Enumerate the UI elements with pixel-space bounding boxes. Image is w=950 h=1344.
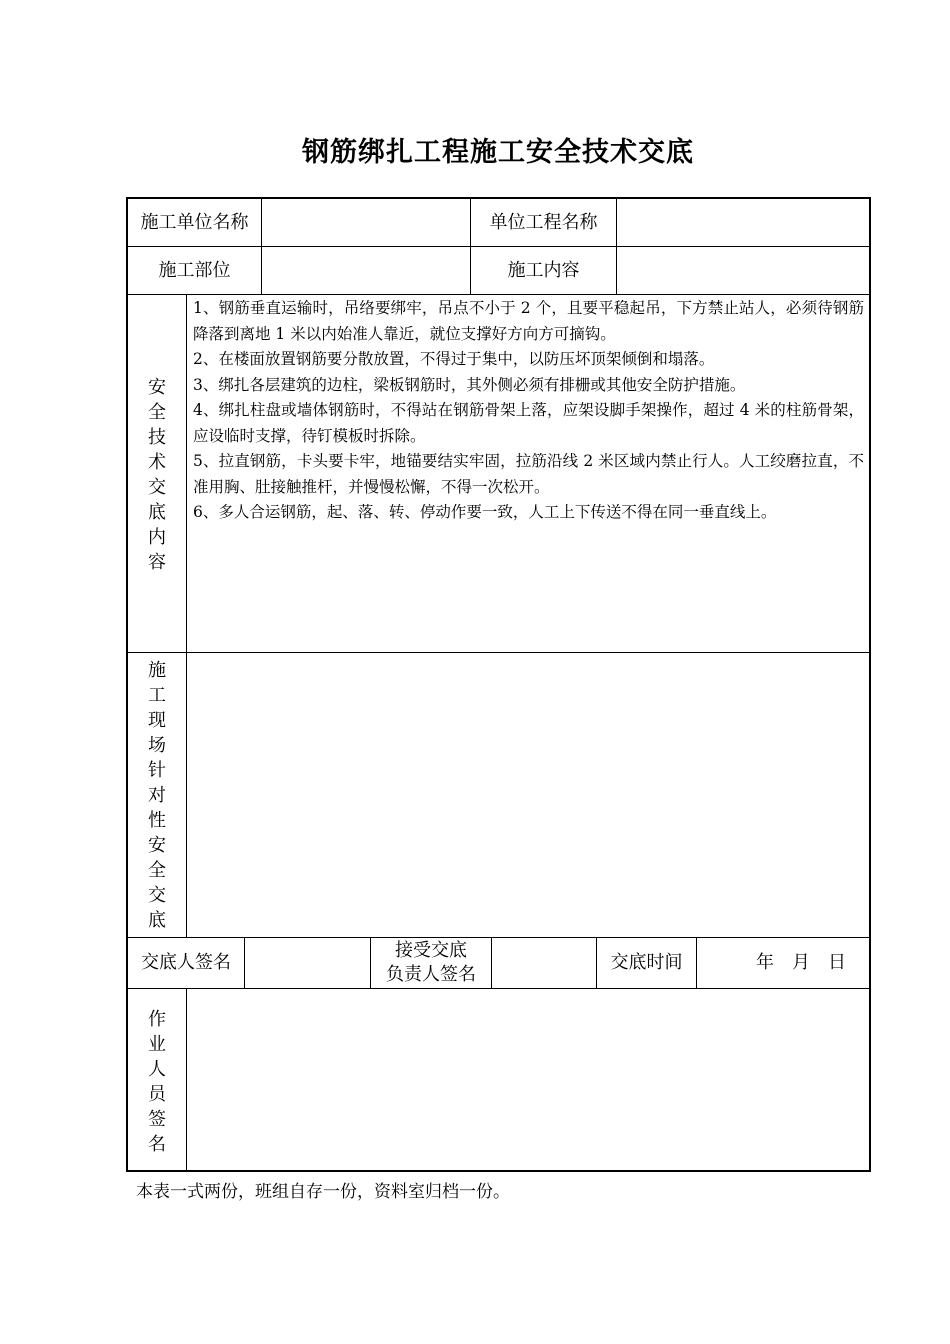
- safety-item: 2、在楼面放置钢筋要分散放置，不得过于集中，以防压坏顶架倾倒和塌落。: [193, 350, 715, 368]
- receiver-signature-field[interactable]: [492, 938, 596, 988]
- unit-name-label: 施工单位名称: [140, 211, 249, 233]
- site-section-label: [128, 658, 186, 933]
- safety-item: 5、拉直钢筋，卡头要卡牢，地锚要结实牢固，拉筋沿线 2 米区域内禁止行人。人工绞磨拉直，不准用胸、肚接触推杆，并慢慢松懈，不得一次松开。: [193, 452, 864, 496]
- project-name-label: 单位工程名称: [489, 211, 598, 233]
- workers-section-label: [128, 1007, 186, 1157]
- footer-note: 本表一式两份，班组自存一份，资料室归档一份。: [136, 1182, 510, 1202]
- receiver-label-line1: 接受交底: [395, 940, 467, 961]
- receiver-label: [371, 938, 491, 988]
- discloser-signature-field[interactable]: [245, 938, 370, 988]
- safety-section-label: [128, 375, 186, 575]
- row-divider: [127, 294, 871, 295]
- project-name-field[interactable]: [617, 199, 870, 246]
- site-section-field[interactable]: [187, 653, 870, 937]
- workers-signature-field[interactable]: [187, 989, 870, 1171]
- safety-item: 1、钢筋垂直运输时，吊络要绑牢，吊点不小于 2 个，且要平稳起吊，下方禁止站人，必须待钢筋降落到离地 1 米以内始准人靠近，就位支撑好方向方可摘钩。: [193, 299, 864, 343]
- site-section-label-text: 施工现场针对性安全交底: [148, 660, 166, 931]
- location-label: 施工部位: [158, 259, 231, 281]
- safety-section-label-text: 安全技术交底内容: [148, 377, 166, 573]
- unit-name-field[interactable]: [262, 199, 470, 246]
- page-title: 钢筋绑扎工程施工安全技术交底: [302, 137, 694, 168]
- safety-content: [193, 296, 864, 526]
- safety-item: 3、绑扎各层建筑的边柱，梁板钢筋时，其外侧必须有排栅或其他安全防护措施。: [193, 375, 746, 394]
- safety-item: 6、多人合运钢筋，起、落、转、停动作要一致，人工上下传送不得在同一垂直线上。: [193, 503, 777, 521]
- receiver-label-line2: 负责人签名: [386, 964, 476, 985]
- construction-content-label: 施工内容: [507, 259, 580, 281]
- safety-item: 4、绑扎柱盘或墙体钢筋时，不得站在钢筋骨架上落，应架设脚手架操作，超过 4 米的柱筋骨架，应设临时支撑，待钉模板时拆除。: [193, 401, 864, 445]
- workers-section-label-text: 作业人员签名: [148, 1009, 166, 1155]
- construction-content-field[interactable]: [617, 247, 870, 294]
- disclosure-date-field[interactable]: 年 月 日: [756, 952, 846, 973]
- disclosure-time-label: 交底时间: [610, 952, 683, 973]
- location-field[interactable]: [262, 247, 470, 294]
- discloser-label: 交底人签名: [141, 952, 231, 973]
